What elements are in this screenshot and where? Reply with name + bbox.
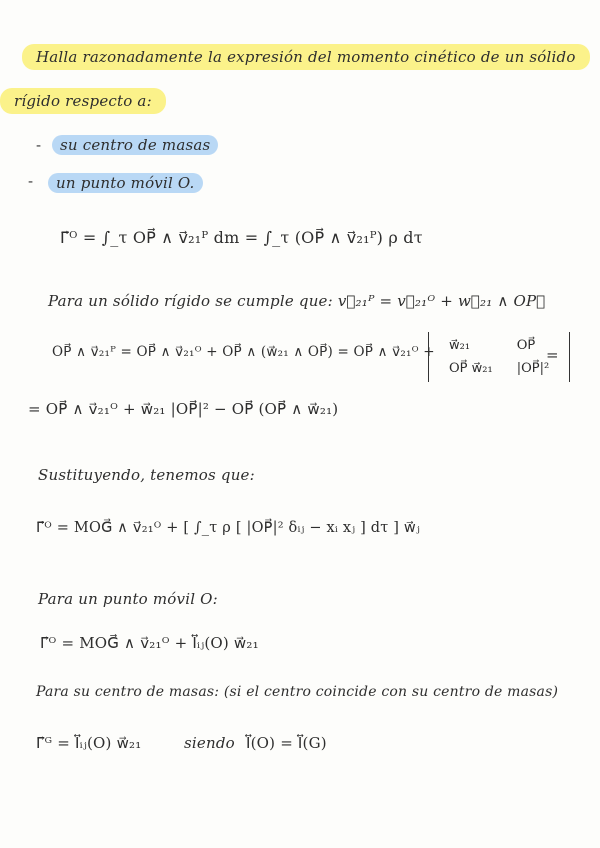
matrix-suffix: = — [546, 346, 559, 364]
eq-expand-1: OP⃗ ∧ v⃗₂₁ᴾ = OP⃗ ∧ v⃗₂₁ᴼ + OP⃗ ∧ (w⃗₂₁ ∧ OP⃗) = OP⃗ ∧ v⃗₂₁ᴼ + — [52, 344, 435, 360]
matrix-r1c2: OP⃗ — [516, 338, 536, 353]
case-dash-1: - — [36, 136, 42, 154]
eq-cm: Γ⃗ᴳ = I⃡ᵢⱼ(O) w⃗₂₁ — [36, 734, 142, 752]
eq-subst-intro: Sustituyendo, tenemos que: — [38, 466, 255, 484]
eq-definition: Γ⃗ᴼ = ∫_τ OP⃗ ∧ v⃗₂₁ᴾ dm = ∫_τ (OP⃗ ∧ v⃗₂₁ᴾ) ρ dτ — [60, 228, 423, 247]
case-item-1 — [52, 136, 218, 154]
matrix-r1c1: w⃗₂₁ — [449, 338, 471, 353]
case-dash-2: - — [28, 172, 34, 190]
title-line-1 — [22, 48, 590, 66]
case-label-1: su centro de masas — [52, 135, 218, 155]
eq-substituted: Γ⃗ᴼ = MOG⃗ ∧ v⃗₂₁ᴼ + [ ∫_τ ρ [ |OP⃗|² δᵢⱼ − xᵢ xⱼ ] dτ ] w⃗ⱼ — [36, 520, 421, 536]
title-highlight-2: rígido respecto a: — [0, 88, 166, 114]
eq-cm-siendo: siendo — [184, 734, 235, 752]
matrix-r2c1: OP⃗ w⃗₂₁ — [449, 361, 493, 376]
eq-moving-point: Γ⃗ᴼ = MOG⃗ ∧ v⃗₂₁ᴼ + I⃡ᵢⱼ(O) w⃗₂₁ — [40, 634, 259, 652]
eq-expand-2: = OP⃗ ∧ v⃗₂₁ᴼ + w⃗₂₁ |OP⃗|² − OP⃗ (OP⃗ ∧ w⃗₂₁) — [28, 400, 339, 418]
determinant-table — [437, 334, 561, 380]
matrix-r2c2: |OP⃗|² — [516, 361, 550, 376]
title-highlight-1: Halla razonadamente la expresión del momento cinético de un sólido — [22, 44, 590, 70]
case-label-2: un punto móvil O. — [48, 173, 203, 193]
eq-rigid-intro: Para un sólido rígido se cumple que: v⃗₂₁ᴾ = v⃗₂₁ᴼ + w⃗₂₁ ∧ OP⃗ — [48, 292, 546, 310]
eq-moving-intro: Para un punto móvil O: — [38, 590, 218, 608]
eq-cm-intro: Para su centro de masas: (si el centro coincide con su centro de masas) — [36, 684, 559, 700]
title-line-2 — [0, 92, 166, 110]
eq-cm-tail: I⃡(O) = I⃡(G) — [246, 734, 327, 752]
case-item-2 — [48, 174, 203, 192]
